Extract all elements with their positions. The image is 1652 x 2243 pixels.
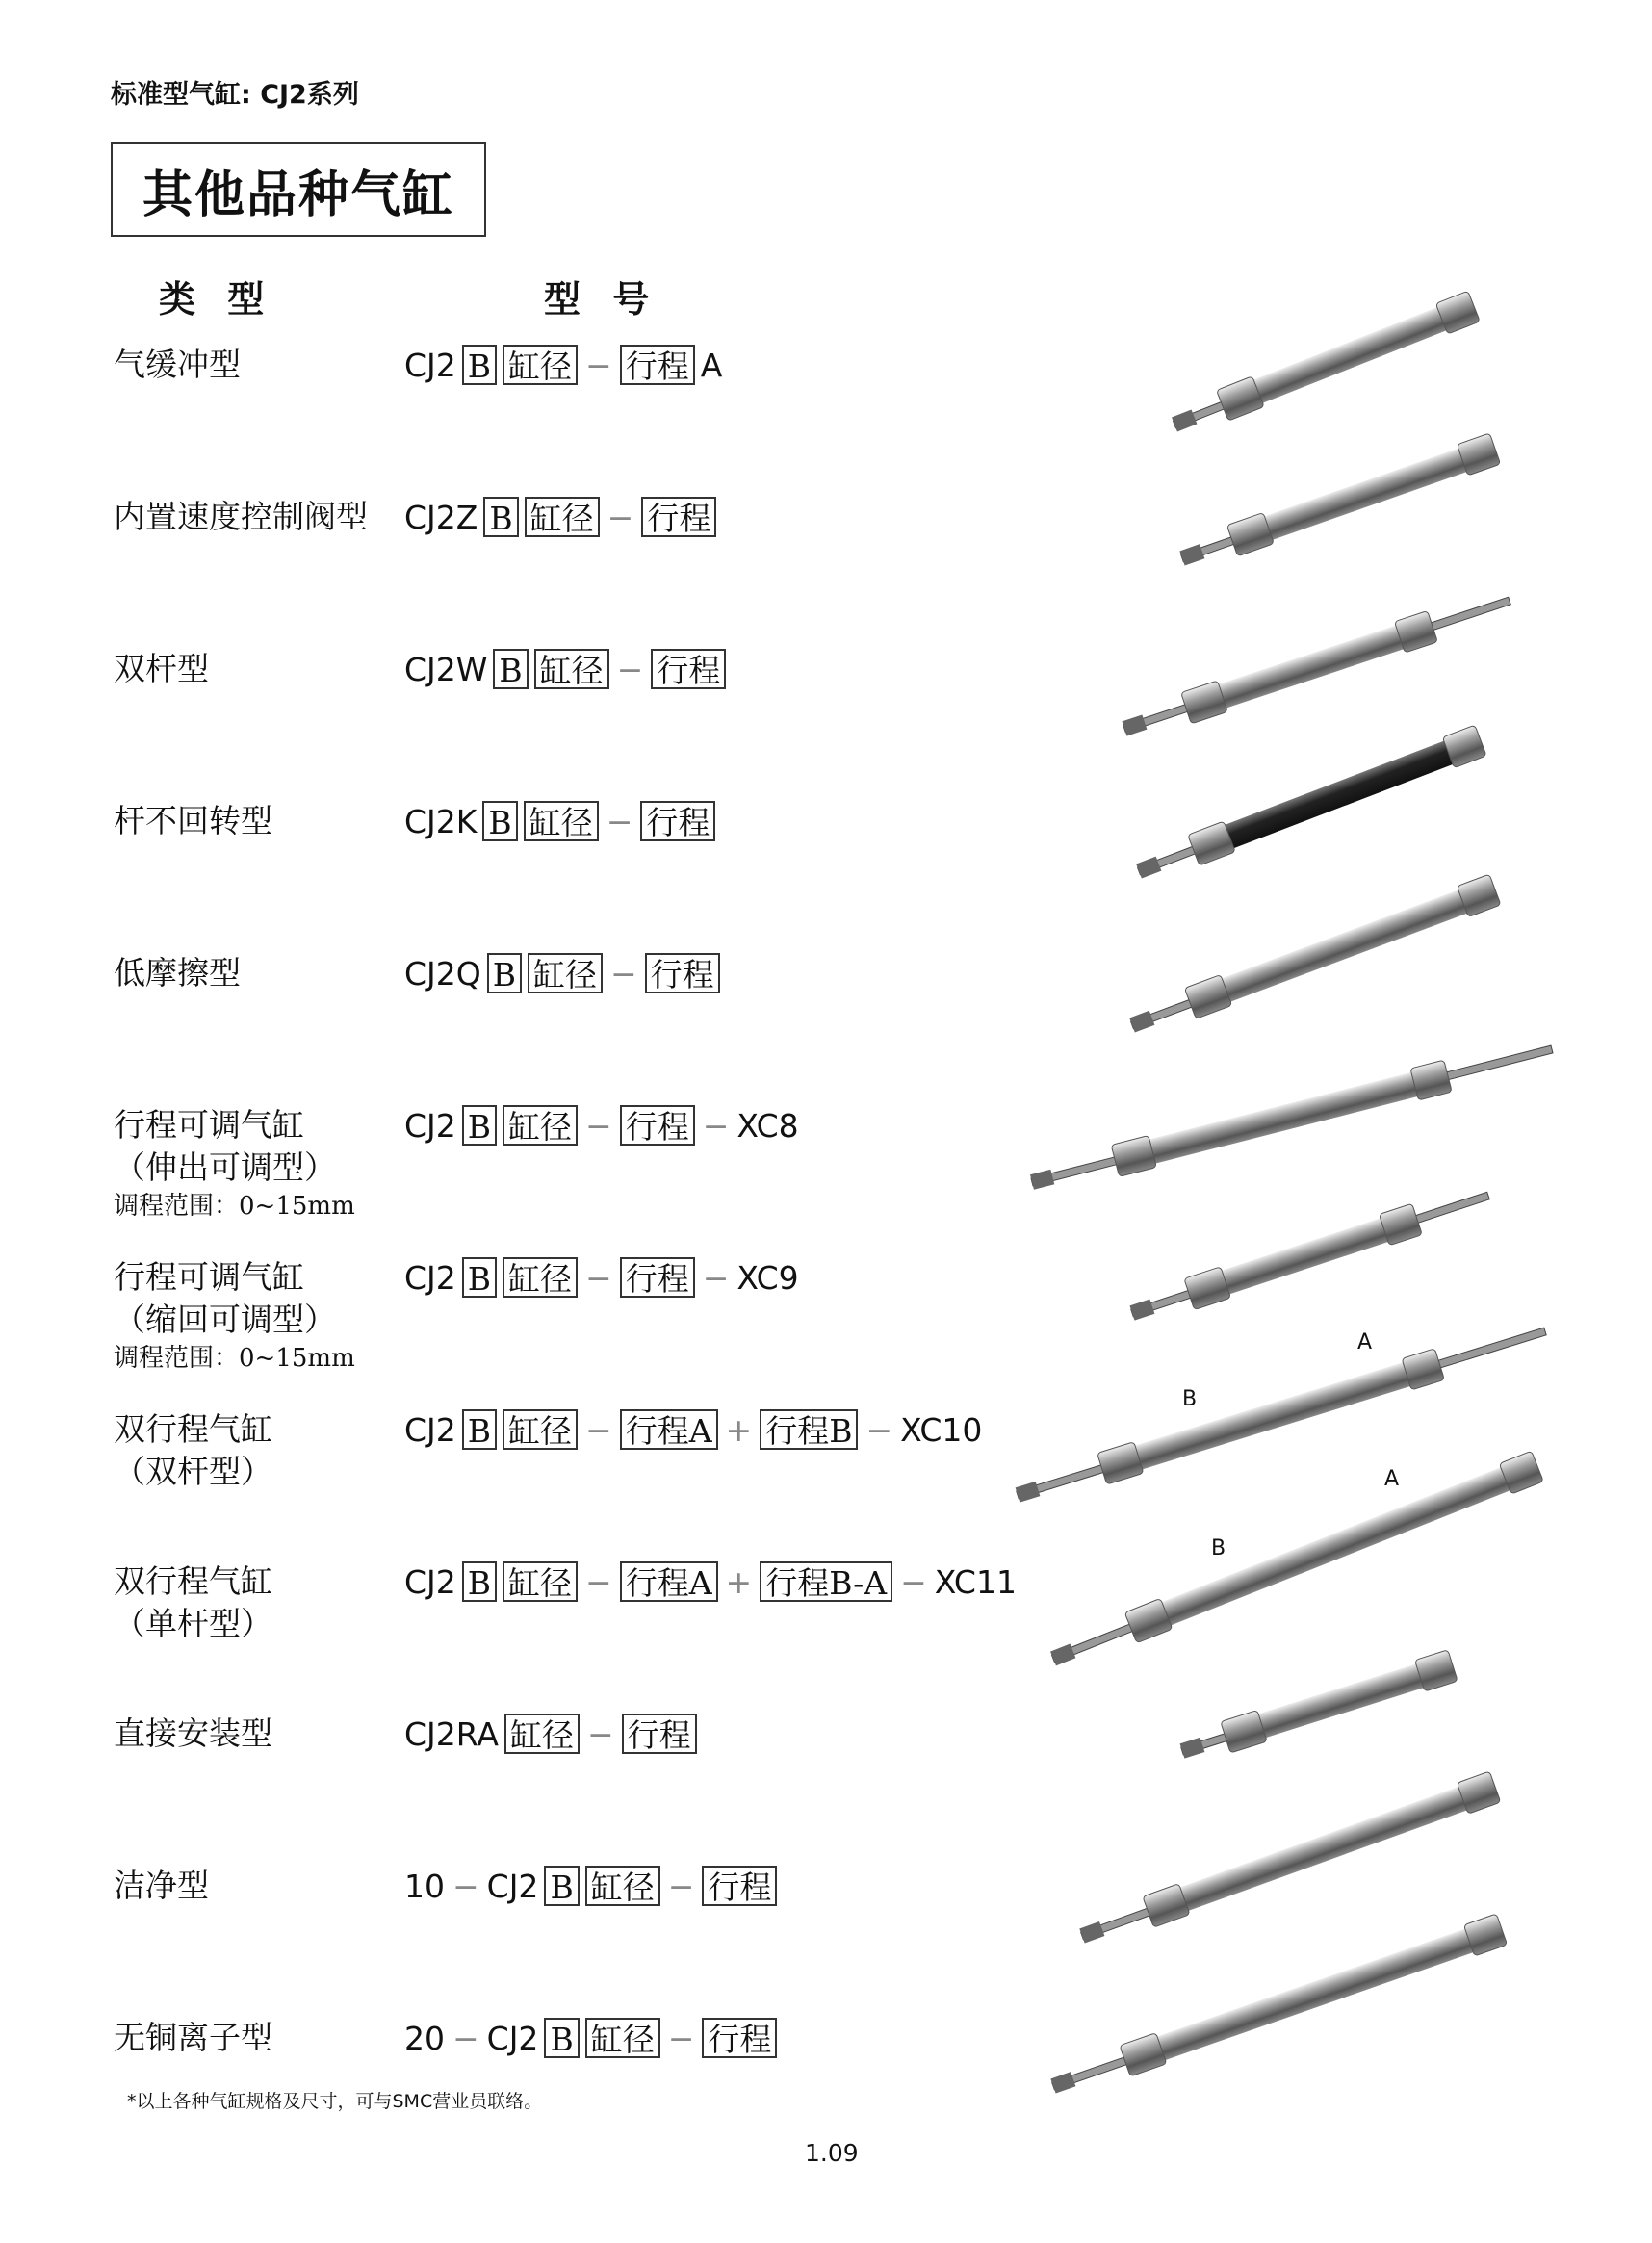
model-field-box: B — [493, 649, 528, 689]
model-field-box: 缸径 — [503, 1257, 578, 1298]
model-field-box: 行程 — [620, 1105, 695, 1146]
model-field-box: B — [462, 345, 497, 385]
model-text: 20 — [404, 2019, 445, 2057]
type-label-line: （单杆型） — [114, 1605, 272, 1642]
model-operator: + — [725, 1562, 753, 1601]
model-operator: − — [606, 802, 633, 840]
type-label-line: 无铜离子型 — [114, 2019, 272, 2056]
model-field-box: 缸径 — [585, 2018, 660, 2058]
model-field-box: B — [487, 953, 522, 993]
cylinder-image — [1177, 1650, 1458, 1766]
type-label-line: 内置速度控制阀型 — [114, 498, 368, 535]
model-operator: − — [667, 1867, 695, 1905]
model-field-box: B — [462, 1257, 497, 1298]
model-text: CJ2Q — [404, 954, 481, 993]
type-label-line: 双行程气缸 — [114, 1410, 272, 1448]
model-text: CJ2 — [404, 1258, 456, 1297]
adjust-range: 调程范围：0~15mm — [114, 1192, 355, 1221]
model-field-box: B — [462, 1561, 497, 1602]
type-label-line: （双杆型） — [114, 1453, 272, 1490]
model-field-box: 缸径 — [524, 801, 599, 841]
model-field-box: 缸径 — [528, 953, 603, 993]
model-field-box: 行程B-A — [760, 1561, 892, 1602]
model-field-box: 行程 — [702, 2018, 777, 2058]
column-header-type: 类 型 — [159, 278, 274, 321]
cylinder-image — [1028, 1034, 1556, 1199]
model-text: CJ2 — [404, 1410, 456, 1449]
adjust-range: 调程范围：0~15mm — [114, 1344, 355, 1373]
model-text: CJ2Z — [404, 498, 478, 536]
page-number: 1.09 — [805, 2139, 859, 2167]
model-text: CJ2 — [486, 1867, 539, 1905]
model-text: CJ2W — [404, 650, 488, 688]
model-operator: − — [585, 1410, 612, 1449]
model-operator: − — [607, 498, 634, 536]
model-field-box: B — [483, 497, 518, 537]
model-field-box: 缸径 — [503, 1561, 578, 1602]
model-field-box: 行程 — [651, 649, 726, 689]
model-field-box: 行程A — [620, 1409, 718, 1450]
cylinder-image — [1047, 1451, 1544, 1674]
model-field-box: 缸径 — [585, 1866, 660, 1906]
model-field-box: 缸径 — [504, 1714, 580, 1754]
model-field-box: 行程A — [620, 1561, 718, 1602]
model-operator: − — [585, 346, 612, 384]
model-field-box: 缸径 — [503, 345, 578, 385]
model-operator: − — [667, 2019, 695, 2057]
model-operator: − — [616, 650, 644, 688]
model-text: 10 — [404, 1867, 445, 1905]
model-operator: − — [610, 954, 637, 993]
page-title: 其他品种气缸 — [111, 142, 486, 237]
cylinder-image — [1133, 725, 1486, 887]
model-field-box: 行程 — [645, 953, 720, 993]
cylinder-image — [1127, 1180, 1494, 1328]
model-field-box: B — [482, 801, 517, 841]
model-operator: − — [585, 1106, 612, 1145]
model-operator: − — [702, 1106, 730, 1145]
cylinder-image — [1126, 874, 1501, 1041]
model-field-box: 行程 — [622, 1714, 697, 1754]
type-label-line: 行程可调气缸 — [114, 1106, 304, 1144]
model-field-box: 缸径 — [503, 1105, 578, 1146]
model-operator: − — [900, 1562, 927, 1601]
model-text: CJ2 — [404, 1562, 456, 1601]
model-operator: − — [702, 1258, 730, 1297]
model-operator: + — [725, 1410, 753, 1449]
model-field-box: 行程B — [760, 1409, 858, 1450]
type-label-line: 双杆型 — [114, 650, 209, 687]
type-label-line: （缩回可调型） — [114, 1301, 336, 1338]
type-label-line: 气缓冲型 — [114, 346, 241, 383]
model-text: CJ2RA — [404, 1714, 499, 1753]
model-field-box: 行程 — [620, 1257, 695, 1298]
model-field-box: 缸径 — [503, 1409, 578, 1450]
image-label-a: A — [1384, 1467, 1400, 1491]
footnote: *以上各种气缸规格及尺寸，可与SMC营业员联络。 — [127, 2091, 543, 2112]
cylinder-image — [1169, 291, 1481, 440]
model-field-box: B — [544, 2018, 579, 2058]
type-label-line: 洁净型 — [114, 1867, 209, 1904]
model-field-box: 缸径 — [534, 649, 609, 689]
image-label-b: B — [1182, 1387, 1198, 1411]
page-header: 标准型气缸: CJ2系列 — [111, 80, 359, 110]
type-label-line: 杆不回转型 — [114, 802, 272, 839]
type-label-line: 行程可调气缸 — [114, 1258, 304, 1296]
type-label-line: 双行程气缸 — [114, 1562, 272, 1600]
model-text: CJ2K — [404, 802, 478, 840]
model-text: CJ2 — [404, 1106, 456, 1145]
model-field-box: 行程 — [620, 345, 695, 385]
cylinder-image — [1047, 1914, 1507, 2101]
cylinder-image — [1076, 1771, 1501, 1951]
type-label-line: 低摩擦型 — [114, 954, 241, 992]
model-field-box: B — [544, 1866, 579, 1906]
model-text: CJ2 — [486, 2019, 539, 2057]
model-operator: − — [452, 1867, 479, 1905]
model-field-box: 行程 — [641, 497, 716, 537]
model-text: CJ2 — [404, 346, 456, 384]
cylinder-image — [1176, 433, 1500, 574]
model-text: XC9 — [736, 1258, 799, 1297]
model-text: XC11 — [934, 1562, 1017, 1601]
image-label-b: B — [1211, 1536, 1226, 1560]
model-text: A — [700, 346, 723, 384]
model-operator: − — [452, 2019, 479, 2057]
model-field-box: 缸径 — [525, 497, 600, 537]
model-field-box: 行程 — [702, 1866, 777, 1906]
cylinder-image — [1120, 585, 1515, 744]
model-field-box: B — [462, 1409, 497, 1450]
model-field-box: 行程 — [640, 801, 715, 841]
model-operator: − — [865, 1410, 893, 1449]
model-text: XC8 — [736, 1106, 799, 1145]
model-operator: − — [585, 1258, 612, 1297]
model-operator: − — [585, 1562, 612, 1601]
model-text: XC10 — [900, 1410, 983, 1449]
type-label-line: 直接安装型 — [114, 1714, 272, 1752]
model-field-box: B — [462, 1105, 497, 1146]
image-label-a: A — [1357, 1330, 1373, 1354]
model-operator: − — [586, 1714, 614, 1753]
column-header-model: 型 号 — [544, 278, 659, 321]
type-label-line: （伸出可调型） — [114, 1148, 336, 1186]
